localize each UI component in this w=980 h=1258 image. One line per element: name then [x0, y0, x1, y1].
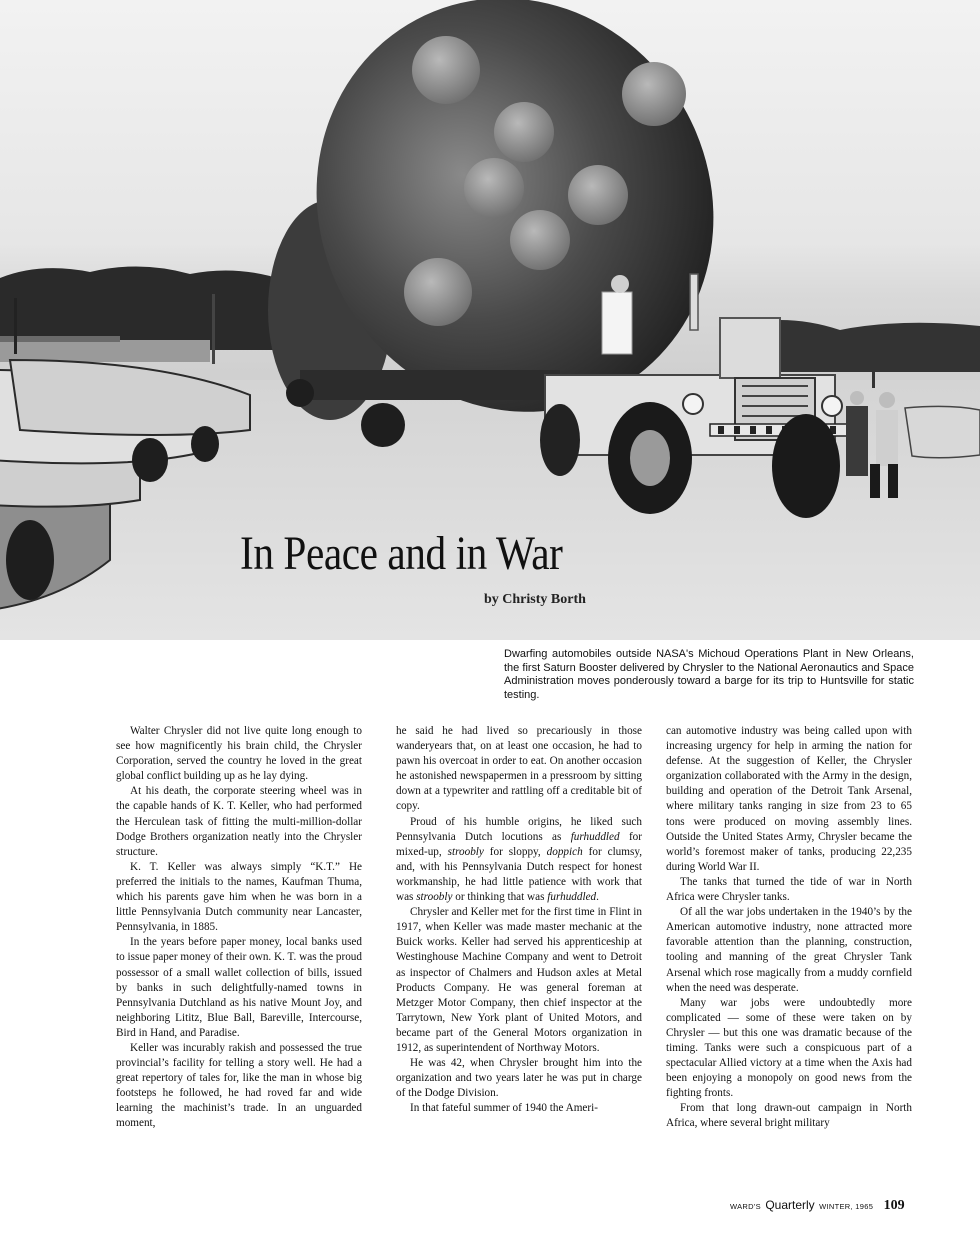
paragraph: Chrysler and Keller met for the first time in Flint in 1917, when Keller was made master mechanic at the Buick works. Keller had served his apprenticeship at Westinghouse Machine Company and went to Detroit as inspector of Chalmers and Hudson axles at Metal Products Company. He was general foreman at Metzger Motor Company, then chief inspector at the Tarrytown, New York plant of United Motors, and became part of the General Motors organization in 1912, as superintendent of Northway Motors.	[396, 906, 642, 1054]
article-column-2	[396, 724, 642, 1116]
text-run: for sloppy,	[483, 845, 547, 858]
publication-name: WARD'S	[730, 1202, 761, 1211]
paragraph: Walter Chrysler did not live quite long enough to see how magnificently his brain child, the Chrysler Corporation, served the country he loved in the great global conflict building up as he lay dying.	[116, 725, 362, 783]
paragraph: Keller was incurably rakish and possessed the true provincial’s facility for telling a story well. He had a great repertory of tales for, like the man in whose big footsteps he followed, he had roved far and wide learning the machinist’s trade. In an unguarded moment,	[116, 1041, 362, 1130]
paragraph: At his death, the corporate steering wheel was in the capable hands of K. T. Keller, who had performed the Herculean task of fitting the multi-million-dollar Dodge Brothers organization neatly into the Chrysler structure.	[116, 785, 362, 858]
paragraph: he said he had lived so precariously in those wanderyears that, on at least one occasion, he had to pawn his overcoat in order to eat. On another occasion he astonished newspapermen in a pressroom by sitting down at a typewriter and rattling off a creditable bit of copy.	[396, 725, 642, 813]
text-run: .	[596, 891, 599, 904]
publication-quarterly: Quarterly	[765, 1198, 815, 1212]
text-run: for clumsy, and, with his Pennsylvania Dutch respect for honest workmanship, he had little patience with work that was	[396, 845, 642, 904]
text-run: for mixed-up,	[396, 830, 642, 858]
paragraph: Of all the war jobs undertaken in the 1940’s by the American automotive industry, none attracted more favorable attention than the planning, construction, tooling and manning of the great Chrysler Tank Arsenal which rose magically from a muddy cornfield when the need was desperate.	[666, 906, 912, 994]
paragraph: The tanks that turned the tide of war in North Africa were Chrysler tanks.	[666, 875, 912, 904]
text-run: or thinking that was	[452, 891, 548, 904]
article-column-1	[116, 724, 362, 1132]
italic-word: stroobly	[416, 891, 453, 904]
page-footer	[730, 1196, 905, 1214]
italic-word: furhuddled	[570, 830, 620, 843]
italic-word: furhuddled	[547, 891, 597, 904]
paragraph: From that long drawn-out campaign in North Africa, where several bright military	[666, 1102, 912, 1130]
paragraph: Many war jobs were undoubtedly more complicated — some of these were taken on by Chrysler — but this one was dramatic because of the timing. Tanks were such a conspicuous part of a spectacular Allied victory at a time when the Axis had been enjoying a monopoly on good news from the fighting fronts.	[666, 996, 912, 1100]
paragraph: He was 42, when Chrysler brought him into the organization and two years later he was put in charge of the Dodge Division.	[396, 1057, 642, 1100]
paragraph	[396, 815, 642, 906]
italic-word: doppich	[546, 845, 583, 858]
text-run: Proud of his humble origins, he liked such Pennsylvania Dutch locutions as	[396, 815, 642, 843]
paragraph: In the years before paper money, local banks used to issue paper money of their own. K. T. was the proud possessor of a small wallet collection of bills, issued by banks in such delightfully-named towns in Pennsylvania Dutchland as his native Mount Joy, and neighboring Lititz, Blue Ball, Bareville, Intercourse, Bird in Hand, and Paradise.	[116, 936, 362, 1039]
article-title: In Peace and in War	[240, 527, 563, 580]
paragraph: In that fateful summer of 1940 the Ameri-	[410, 1102, 598, 1115]
italic-word: stroobly	[447, 845, 484, 858]
paragraph: can automotive industry was being called upon with increasing urgency for help in arming the nation for defense. At the suggestion of Keller, the Chrysler organization collaborated with the Army in the design, building and operation of the Detroit Tank Arsenal, where military tanks ranging in size from 23 to 65 tons were produced on moving assembly lines. Outside the United States Army, Chrysler became the world’s foremost maker of tanks, producing 22,235 during World War II.	[666, 725, 912, 873]
page-number: 109	[883, 1198, 905, 1213]
paragraph: K. T. Keller was always simply “K.T.” He preferred the initials to the names, Kaufman Thuma, which his parents gave him when he was born in a little Pennsylvania Dutch community near Lancaster, Pennsylvania, in 1885.	[116, 860, 362, 934]
photo-caption: Dwarfing automobiles outside NASA's Michoud Operations Plant in New Orleans, the first Saturn Booster delivered by Chrysler to the National Aeronautics and Space Administration moves ponderously toward a barge for its trip to Huntsville for static testing.	[504, 648, 914, 701]
article-column-3	[666, 724, 912, 1132]
article-byline: by Christy Borth	[484, 592, 586, 607]
issue-date: WINTER, 1965	[819, 1202, 874, 1211]
